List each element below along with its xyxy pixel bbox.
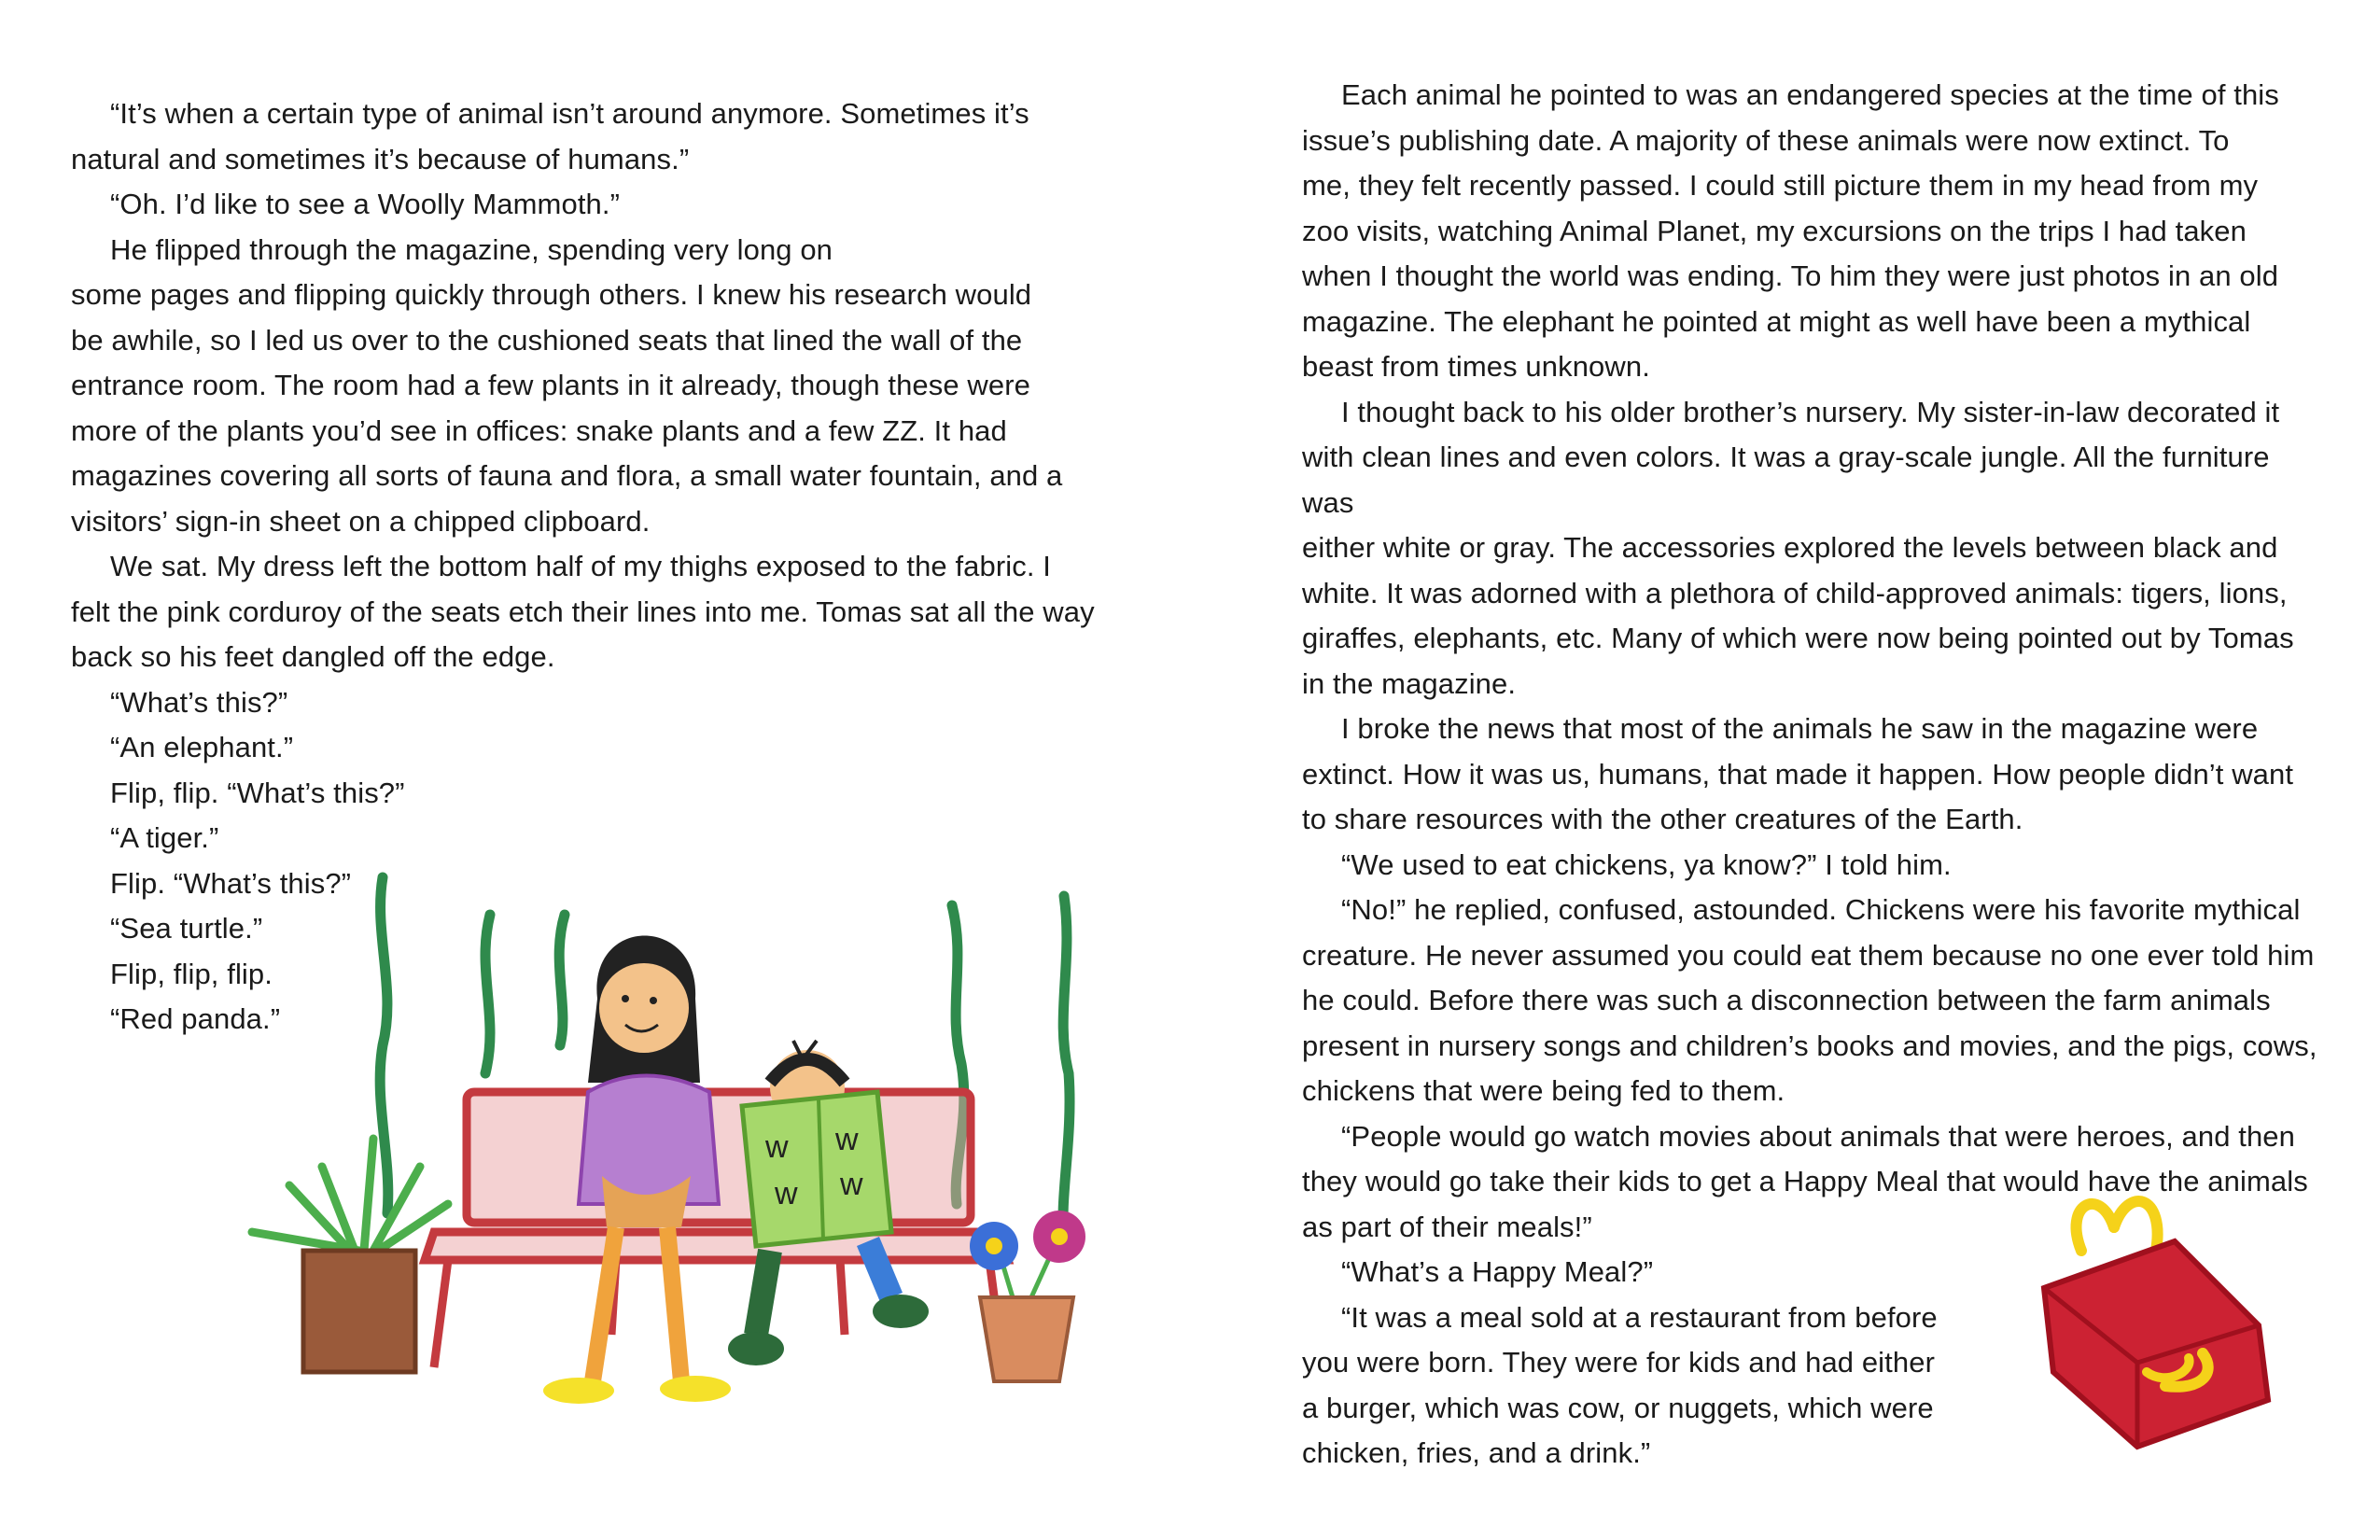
paragraph-line: Flip, flip, flip. [110,957,273,990]
paragraph-line: entrance room. The room had a few plants in it already, though these were [71,369,1031,401]
paragraph-line: when I thought the world was ending. To him they were just photos in an old [1302,259,2279,292]
paragraph-line: Each animal he pointed to was an endangered species at the time of this [1341,78,2279,111]
paragraph-line: “Red panda.” [110,1002,281,1035]
flower-pot-icon [970,1211,1085,1381]
paragraph-line: “An elephant.” [110,731,294,763]
paragraph-line: be awhile, so I led us over to the cushioned seats that lined the wall of the [71,323,1023,357]
potted-plant-icon [252,1139,448,1372]
paragraph-line: giraffes, elephants, etc. Many of which were now being pointed out by Tomas [1302,622,2294,654]
paragraph-line: magazine. The elephant he pointed at might as well have been a mythical [1302,304,2251,338]
paragraph-line: creature. He never assumed you could eat them because no one ever told him [1302,938,2315,972]
svg-text:w: w [765,1129,789,1165]
paragraph-line: “What’s this?” [110,685,288,719]
paragraph-line: I thought back to his older brother’s nursery. My sister-in-law decorated it [1341,395,2280,428]
paragraph-line: beast from times unknown. [1302,350,1650,383]
paragraph-line: some pages and flipping quickly through others. I knew his research would [71,278,1032,311]
paragraph-line: He flipped through the magazine, spending very long on [110,232,833,266]
paragraph-line: more of the plants you’d see in offices: snake plants and a few ZZ. It had [71,413,1007,447]
paragraph-line: present in nursery songs and children’s books and movies, and the pigs, cows, [1302,1029,2317,1062]
paragraph-line: “Sea turtle.” [110,912,263,945]
paragraph-line: I broke the news that most of the animals he saw in the magazine were [1341,712,2259,745]
paragraph-line: “It was a meal sold at a restaurant from before [1341,1300,1938,1334]
paragraph-line: “A tiger.” [110,821,219,854]
paragraph-line: chicken, fries, and a drink.” [1302,1436,1651,1469]
svg-text:w: w [775,1176,798,1211]
paragraph-line: We sat. My dress left the bottom half of my thighs exposed to the fabric. I [110,550,1052,582]
paragraph-line: “We used to eat chickens, ya know?” I told him. [1341,847,1952,881]
paragraph-line: magazines covering all sorts of fauna and flora, a small water fountain, and a [71,459,1063,492]
paragraph-line: with clean lines and even colors. It was a gray-scale jungle. All the furniture was [1302,441,2270,519]
paragraph-line: chickens that were being fed to them. [1302,1074,1785,1107]
paragraph-line: either white or gray. The accessories explored the levels between black and [1302,531,2278,564]
paragraph-line: visitors’ sign-in sheet on a chipped clipboard. [71,504,651,538]
paragraph-line: “What’s a Happy Meal?” [1341,1255,1654,1288]
paragraph-line: natural and sometimes it’s because of humans.” [71,142,690,175]
paragraph-line: he could. Before there was such a disconnection between the farm animals [1302,984,2271,1016]
paragraph-line: “No!” he replied, confused, astounded. Chickens were his favorite mythical [1341,893,2301,926]
paragraph-line: “People would go watch movies about animals that were heroes, and then [1341,1119,2295,1153]
paragraph-line: zoo visits, watching Animal Planet, my excursions on the trips I had taken [1302,214,2247,247]
paragraph-line: they would go take their kids to get a Happy Meal that would have the animals [1302,1165,2308,1197]
paragraph-line: in the magazine. [1302,666,1517,700]
paragraph-line: felt the pink corduroy of the seats etch their lines into me. Tomas sat all the way [71,595,1095,628]
paragraph-line: me, they felt recently passed. I could still picture them in my head from my [1302,169,2259,202]
happy-meal-box-icon [2025,1185,2305,1465]
bench-illustration-icon [233,859,1120,1419]
paragraph-line: back so his feet dangled off the edge. [71,640,555,673]
bench-icon [425,1092,1008,1367]
paragraph-line: you were born. They were for kids and had either [1302,1346,1935,1379]
paragraph-line: as part of their meals!” [1302,1210,1592,1243]
svg-text:w: w [835,1122,859,1157]
paragraph-line: Flip. “What’s this?” [110,866,352,900]
paragraph-line: “Oh. I’d like to see a Woolly Mammoth.” [110,188,621,220]
paragraph-line: a burger, which was cow, or nuggets, which were [1302,1391,1934,1424]
paragraph-line: “It’s when a certain type of animal isn’t around anymore. Sometimes it’s [110,97,1029,130]
paragraph-line: to share resources with the other creatures of the Earth. [1302,803,2023,835]
paragraph-line: Flip, flip. “What’s this?” [110,776,405,809]
svg-text:w: w [840,1167,863,1202]
paragraph-line: extinct. How it was us, humans, that made it happen. How people didn’t want [1302,757,2294,791]
paragraph-line: issue’s publishing date. A majority of these animals were now extinct. To [1302,123,2230,157]
paragraph-line: white. It was adorned with a plethora of child-approved animals: tigers, lions, [1302,576,2288,609]
